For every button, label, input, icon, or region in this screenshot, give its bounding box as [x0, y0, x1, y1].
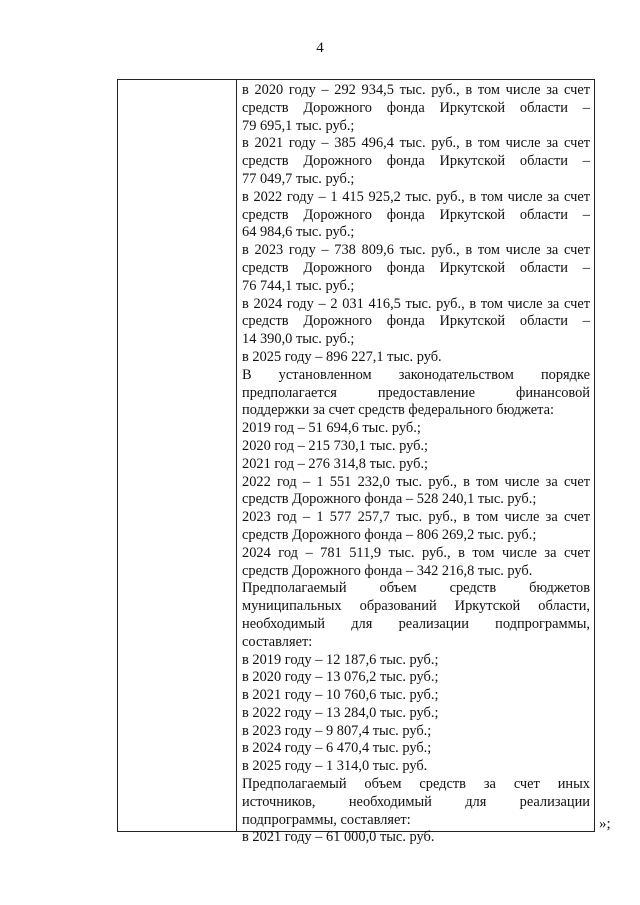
text-line: в 2022 году – 1 415 925,2 тыс. руб., в том числе за счет: [242, 188, 590, 205]
text-line: в 2021 году – 385 496,4 тыс. руб., в том числе за счет: [242, 135, 590, 152]
text-line: источников, необходимый для реализации: [242, 793, 590, 810]
text-line: 77 049,7 тыс. руб.;: [242, 170, 355, 187]
text-line: 2019 год – 51 694,6 тыс. руб.;: [242, 420, 421, 437]
text-line: в 2022 году – 13 284,0 тыс. руб.;: [242, 704, 439, 721]
column-divider: [236, 80, 237, 831]
text-line: В установленном законодательством порядке: [242, 366, 590, 383]
text-line: средств Дорожного фонда – 806 269,2 тыс. руб.;: [242, 526, 537, 543]
text-line: средств Дорожного фонда Иркутской области –: [242, 153, 590, 170]
text-line: 2023 год – 1 577 257,7 тыс. руб., в том числе за счет: [242, 509, 590, 526]
text-line: в 2020 году – 13 076,2 тыс. руб.;: [242, 669, 439, 686]
text-line: предполагается предоставление финансовой: [242, 384, 590, 401]
text-line: в 2023 году – 9 807,4 тыс. руб.;: [242, 722, 432, 739]
text-line: 64 984,6 тыс. руб.;: [242, 224, 355, 241]
text-line: 79 695,1 тыс. руб.;: [242, 117, 355, 134]
program-table: [117, 79, 595, 846]
page-number: 4: [316, 40, 324, 56]
text-line: в 2025 году – 1 314,0 тыс. руб.: [242, 758, 428, 775]
text-line: 2021 год – 276 314,8 тыс. руб.;: [242, 455, 429, 472]
text-line: в 2019 году – 12 187,6 тыс. руб.;: [242, 651, 439, 668]
text-line: Предполагаемый объем средств за счет иных: [242, 776, 590, 793]
text-line: средств Дорожного фонда Иркутской области –: [242, 99, 590, 116]
text-line: 2024 год – 781 511,9 тыс. руб., в том числе за счет: [242, 544, 590, 561]
text-line: в 2025 году – 896 227,1 тыс. руб.: [242, 348, 442, 365]
text-line: необходимый для реализации подпрограммы,: [242, 615, 590, 632]
table-right-cell: [242, 82, 590, 847]
text-line: в 2021 году – 10 760,6 тыс. руб.;: [242, 687, 439, 704]
text-line: 2022 год – 1 551 232,0 тыс. руб., в том числе за счет: [242, 473, 590, 490]
text-line: подпрограммы, составляет:: [242, 811, 411, 828]
text-line: в 2024 году – 6 470,4 тыс. руб.;: [242, 740, 432, 757]
text-line: в 2024 году – 2 031 416,5 тыс. руб., в том числе за счет: [242, 295, 590, 312]
text-line: средств Дорожного фонда – 528 240,1 тыс. руб.;: [242, 491, 537, 508]
text-line: муниципальных образований Иркутской области,: [242, 598, 590, 615]
text-line: в 2023 году – 738 809,6 тыс. руб., в том числе за счет: [242, 242, 590, 259]
text-line: поддержки за счет средств федерального бюджета:: [242, 402, 554, 419]
closing-quote-mark: »;: [599, 816, 611, 832]
text-line: средств Дорожного фонда Иркутской области –: [242, 259, 590, 276]
text-line: 2020 год – 215 730,1 тыс. руб.;: [242, 437, 429, 454]
text-line: Предполагаемый объем средств бюджетов: [242, 580, 590, 597]
text-line: средств Дорожного фонда Иркутской области –: [242, 313, 590, 330]
text-line: средств Дорожного фонда – 342 216,8 тыс. руб.: [242, 562, 533, 579]
table-left-cell: [118, 80, 236, 831]
text-line: средств Дорожного фонда Иркутской области –: [242, 206, 590, 223]
text-line: составляет:: [242, 633, 313, 650]
text-line: 76 744,1 тыс. руб.;: [242, 277, 355, 294]
text-line: в 2021 году – 61 000,0 тыс. руб.: [242, 829, 435, 846]
text-line: в 2020 году – 292 934,5 тыс. руб., в том числе за счет: [242, 82, 590, 98]
text-line: 14 390,0 тыс. руб.;: [242, 331, 355, 348]
